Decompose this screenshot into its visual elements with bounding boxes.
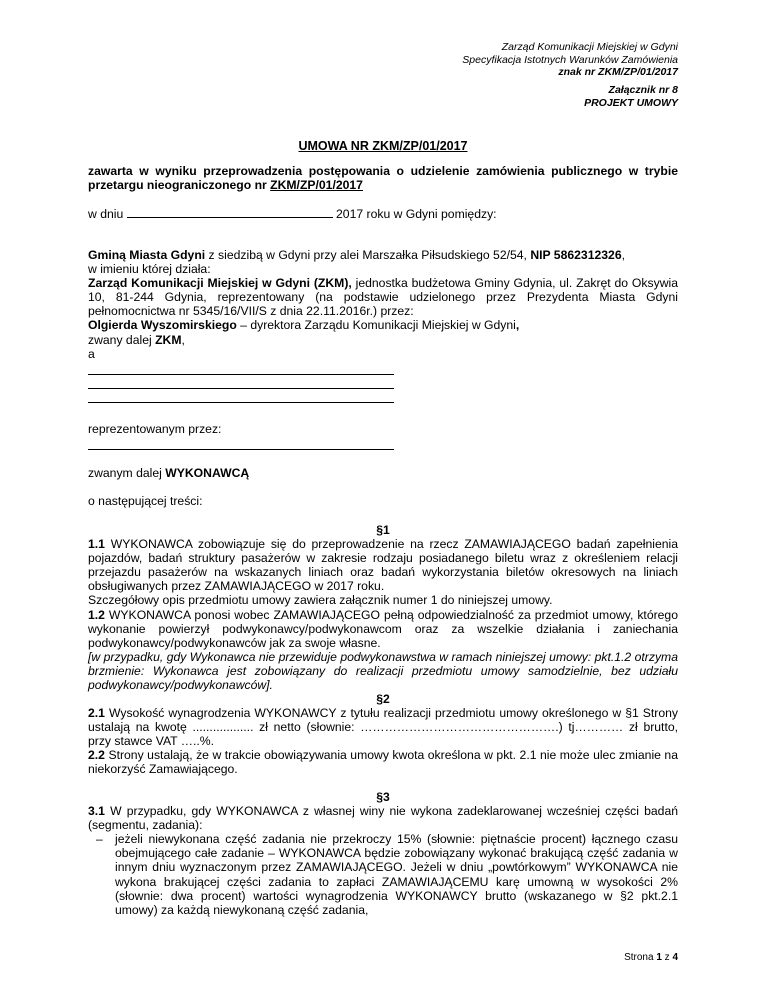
represented-label: reprezentowanym przez:	[88, 422, 222, 436]
blank-line	[88, 389, 394, 403]
footer-page: 1	[656, 952, 662, 963]
header-draft: PROJEKT UMOWY	[584, 96, 678, 109]
clause-1-1b: Szczegółowy opis przedmiotu umowy zawiera załącznik numer 1 do niniejszej umowy.	[88, 593, 553, 608]
date-before: w dniu	[88, 207, 124, 221]
party1-acting: w imieniu której działa:	[88, 262, 211, 277]
content-intro: o następującej treści:	[88, 494, 203, 508]
contractor-prefix: zwanym dalej	[88, 466, 166, 480]
clause-1-2	[88, 608, 678, 650]
footer-prefix: Strona	[624, 952, 657, 963]
party1	[88, 248, 678, 262]
clause-number: 2.1	[88, 706, 105, 721]
zkm-name: Zarząd Komunikacji Miejskiej w Gdyni (ZKM),	[88, 276, 352, 291]
clause-number: 1.2	[88, 607, 105, 622]
representative	[88, 318, 678, 332]
rep-end: ,	[515, 318, 520, 333]
date-line	[88, 206, 678, 221]
intro-text: zawarta w wyniku przeprowadzenia postępowania o udzielenie zamówienia publicznego w trybie przetargu nieograniczonego nr	[88, 164, 678, 193]
clause-text: WYKONAWCA ponosi wobec ZAMAWIAJĄCEGO pełną odpowiedzialność za przedmiot umowy, którego wykonanie powierzył podwykonawcy/podwykonawcom oraz za wszelkie działania i zaniechania podwykonawcy/podwykonawców jak za swoje własne.	[88, 607, 678, 650]
clause-3-1	[88, 804, 678, 832]
section-1	[88, 523, 678, 692]
and-word: a	[88, 346, 95, 361]
clause-number: 3.1	[88, 804, 105, 819]
contractor-name: WYKONAWCĄ	[165, 466, 250, 480]
clause-1-note: [w przypadku, gdy Wykonawca nie przewiduje podwykonawstwa w ramach niniejszej umowy: pkt.1.2 otrzyma brzmienie: Wykonawca jest zobowiązany do realizacji przedmiotu umowy samodzielnie, bez udziału podwykonawcy/podwykonawców].	[88, 649, 678, 693]
header-annex: Załącznik nr 8	[608, 84, 678, 96]
section-3-heading: §3	[376, 790, 390, 804]
party1-end: ,	[621, 248, 625, 262]
represented-block	[88, 422, 678, 450]
contractor-called	[88, 466, 678, 480]
zkm-text: jednostka budżetowa Gminy Gdynia, ul. Zakręt do Oksywia 10, 81-244 Gdynia, reprezentowany (na podstawie udzielonego przez Prezydenta Miasta Gdyni pełnomocnictwa nr 5345/16/VII/S z dnia 22.11.2016r.) przez:	[88, 276, 678, 319]
clause-text: W przypadku, gdy WYKONAWCA z własnej winy nie wykona zadeklarowanej wcześniej części badań (segmentu, zadania):	[88, 804, 678, 833]
footer-mid: z	[661, 952, 673, 963]
section-2-heading: §2	[376, 692, 390, 706]
party1-name: Gminą Miasta Gdyni	[88, 248, 206, 262]
bullet-text: jeżeli niewykonana część zadania nie przekroczy 15% (słownie: piętnaście procent) łącznego czasu obejmującego całe zadanie – WYKONAWCA będzie zobowiązany wykonać brakującą część zadania w innym dniu wyznaczonym przez ZAMAWIAJĄCEGO. Jeżeli w dniu „powtórkowym” WYKONAWCA nie wykona brakującej części zadania to zapłaci ZAMAWIAJĄCEMU karę umowną w wysokości 2% (słownie: dwa procent) wartości wynagrodzenia WYKONAWCY brutto (wskazanego w §2 pkt.2.1 umowy) za każdą niewykonaną część zadania,	[115, 832, 678, 917]
header-org: Zarząd Komunikacji Miejskiej w Gdyni	[501, 41, 678, 53]
blank-line	[88, 375, 394, 389]
zkm-paragraph	[88, 276, 678, 318]
section-3	[88, 790, 678, 917]
clause-number: 1.1	[88, 537, 105, 552]
clause-2-2	[88, 748, 678, 776]
blank-line	[88, 361, 394, 375]
party1-nip: NIP 5862312326	[530, 248, 622, 262]
date-blank	[127, 206, 333, 218]
clause-text: Strony ustalają, że w trakcie obowiązywania umowy kwota określona w pkt. 2.1 nie może ulec zmianie na niekorzyść Zamawiającego.	[88, 748, 678, 777]
clause-text: Wysokość wynagrodzenia WYKONAWCY z tytułu realizacji przedmiotu umowy określonego w §1 Strony ustalają na kwotę .................. zł netto (słownie: ………………………………………….) tj………… zł brutto, przy stawce VAT …..%.	[88, 706, 678, 749]
document-header	[462, 41, 678, 79]
intro-ref: ZKM/ZP/01/2017	[270, 178, 363, 193]
party1-text: z siedzibą w Gdyni przy alei Marszałka Piłsudskiego 52/54,	[205, 248, 531, 262]
called-zkm	[88, 333, 678, 347]
called-prefix: zwany dalej	[88, 332, 156, 347]
page-footer	[624, 952, 678, 963]
annex-header	[584, 84, 678, 109]
rep-text: – dyrektora Zarządu Komunikacji Miejskiej w Gdyni	[236, 318, 516, 333]
clause-number: 2.2	[88, 748, 105, 763]
intro-paragraph	[88, 164, 678, 192]
parties-block	[88, 248, 678, 403]
bullet-dash: –	[96, 832, 103, 847]
called-end: ,	[181, 332, 185, 347]
rep-name: Olgierda Wyszomirskiego	[88, 318, 237, 333]
clause-1-1	[88, 537, 678, 593]
section-2	[88, 692, 678, 777]
bullet-item	[96, 832, 678, 917]
section-1-heading: §1	[376, 523, 390, 537]
called-name: ZKM	[155, 332, 182, 347]
blank-line	[88, 436, 394, 450]
clause-text: WYKONAWCA zobowiązuje się do przeprowadzenie na rzecz ZAMAWIAJĄCEGO badań zapełnienia pojazdów, badań struktury pasażerów w zakresie rodzaju posiadanego biletu wraz z określeniem relacji przejazdu pasażerów na wskazanych liniach oraz badań wykorzystania biletów okresowych na liniach obsługiwanych przez ZAMAWIAJĄCEGO w 2017 roku.	[88, 537, 678, 594]
date-after: 2017 roku w Gdyni pomiędzy:	[336, 207, 497, 221]
header-ref: znak nr ZKM/ZP/01/2017	[558, 66, 678, 78]
clause-2-1	[88, 706, 678, 748]
footer-total: 4	[672, 952, 678, 963]
header-spec: Specyfikacja Istotnych Warunków Zamówienia	[462, 53, 678, 66]
contract-title: UMOWA NR ZKM/ZP/01/2017	[298, 139, 468, 153]
